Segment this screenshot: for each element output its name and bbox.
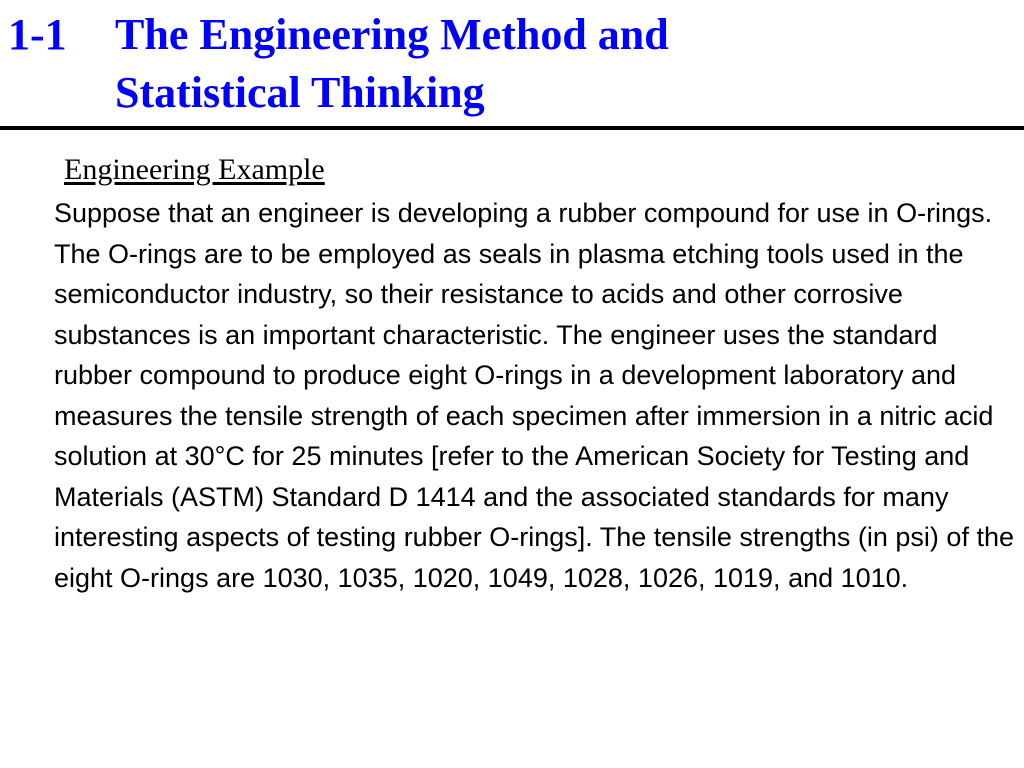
body-paragraph: measures the tensile strength of each specimen after immersion in a nitric acid solution at 30°C for 25 minutes [refer to the American Society for Testing and Materials (ASTM) Standard D 1414 and the associated standards for many interesting aspects of testing rubber O-rings]. The tensile strengths (in psi) of the eight O-rings are 1030, 1035, 1020, 1049, 1028, 1026, 1019, and 1010. [54,400,1014,593]
page-title [115,6,975,122]
body-paragraph: Suppose that an engineer is developing a rubber compound for use in O-rings. The O-rings are to be employed as seals in plasma etching tools used in the semiconductor industry, so their resistance to acids and other corrosive substances is an important characteristic. The engineer uses the standard rubber compound to produce eight O-rings in a development laboratory and [54,198,993,390]
title-line: The Engineering Method and [115,10,669,59]
subheading: Engineering Example [64,153,325,186]
title-divider [0,126,1024,130]
body-text [54,193,1019,598]
title-line: Statistical Thinking [115,68,485,117]
section-number: 1-1 [8,10,67,59]
slide-title [0,6,1024,126]
